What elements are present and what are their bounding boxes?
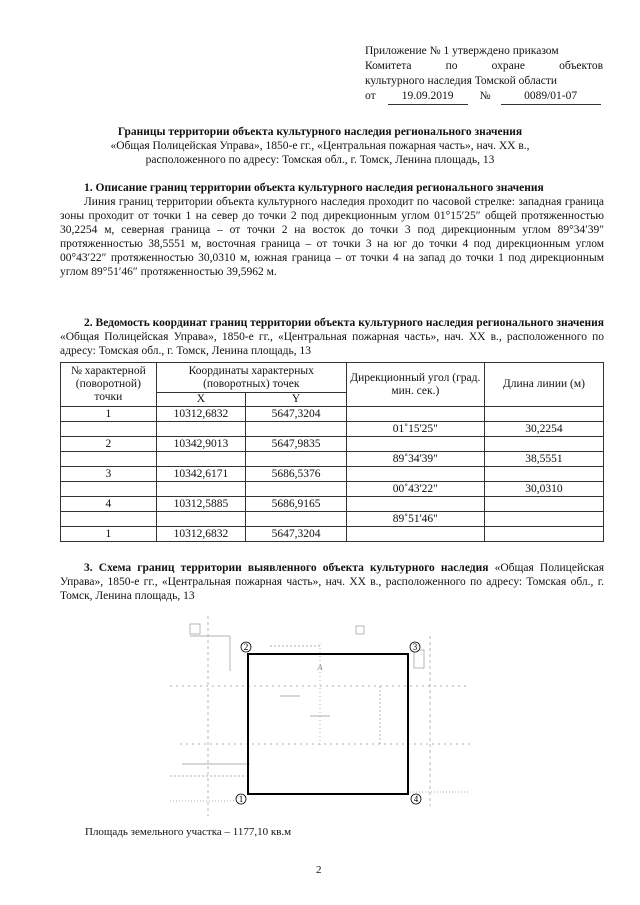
svg-text:1: 1	[238, 794, 244, 804]
cell-empty	[484, 497, 603, 512]
area-note: Площадь земельного участка – 1177,10 кв.м	[85, 826, 292, 838]
coordinates-table	[60, 362, 604, 542]
header-coords: Координаты характерных (поворотных) точек	[156, 363, 346, 393]
title-bold: Границы территории объекта культурного наследия регионального значения	[117, 126, 523, 138]
cell-y: 5686,9165	[246, 497, 347, 512]
building-letter: А	[317, 663, 323, 672]
svg-text:2: 2	[243, 642, 249, 652]
page-number: 2	[316, 864, 322, 876]
document-title	[30, 125, 610, 167]
svg-text:3: 3	[412, 642, 418, 652]
cell-empty	[156, 452, 245, 467]
table-row	[61, 467, 604, 482]
approval-date: 19.09.2019	[388, 89, 468, 105]
approval-line-2: Комитета по охране объектов	[365, 60, 603, 72]
table-row	[61, 422, 604, 437]
cell-empty	[246, 452, 347, 467]
cell-length: 30,0310	[484, 482, 603, 497]
cell-empty	[484, 437, 603, 452]
cell-empty	[156, 482, 245, 497]
table-row	[61, 512, 604, 527]
section-2-heading: 2. Ведомость координат границ территории объекта культурного наследия регионального значения	[84, 317, 604, 329]
section-2	[60, 316, 604, 358]
cell-y: 5647,9835	[246, 437, 347, 452]
cell-point: 4	[61, 497, 157, 512]
point-3-marker	[410, 642, 420, 652]
number-label: №	[479, 90, 491, 102]
cell-empty	[61, 482, 157, 497]
cell-empty	[484, 467, 603, 482]
approval-line-1: Приложение № 1 утверждено приказом	[365, 45, 559, 57]
approval-date-row	[365, 89, 603, 105]
point-1-marker	[236, 794, 246, 804]
point-2-marker	[241, 642, 251, 652]
cell-length: 30,2254	[484, 422, 603, 437]
section-1-heading: 1. Описание границ территории объекта культурного наследия регионального значения	[84, 182, 544, 194]
order-number: 0089/01-07	[501, 89, 601, 105]
table-row	[61, 482, 604, 497]
cell-x: 10312,5885	[156, 497, 245, 512]
cell-empty	[346, 497, 484, 512]
table-row	[61, 452, 604, 467]
cell-point: 1	[61, 407, 157, 422]
cell-angle: 00˚43'22"	[346, 482, 484, 497]
table-row	[61, 497, 604, 512]
cell-empty	[346, 467, 484, 482]
background-survey-lines	[170, 616, 470, 816]
cell-empty	[346, 527, 484, 542]
table-row	[61, 527, 604, 542]
cell-angle: 01˚15'25"	[346, 422, 484, 437]
cell-empty	[156, 512, 245, 527]
cell-point: 2	[61, 437, 157, 452]
section-1-text: Линия границ территории объекта культурного наследия проходит по часовой стрелке: западная граница зоны проходит от точки 1 на север до точки 2 под дирекционным углом 01°15′25″ общей протяженностью 30,2254 м, северная граница – от точки 2 на восток до точки 3 под дирекционным углом 89°34′39″ протяженностью 38,5551 м, восточная граница – от точки 3 на юг до точки 4 под дирекционным углом 00°43′22″ протяженностью 30,0310 м, южная граница – от точки 4 на запад до точки 1 под дирекционным углом 89°51′46″ протяженностью 39,5962 м.	[60, 196, 604, 278]
cell-x: 10312,6832	[156, 527, 245, 542]
cell-empty	[346, 437, 484, 452]
cell-empty	[61, 422, 157, 437]
section-3-text: «Общая Полицейская Управа», 1850-е гг., «Центральная пожарная часть», нач. XX в., расположенного по адресу: Томская обл., г. Томск, Ленина площадь, 13	[60, 562, 605, 602]
section-3-heading: 3. Схема границ территории выявленного объекта культурного наследия	[84, 562, 489, 574]
cell-y: 5647,3204	[246, 407, 347, 422]
cell-empty	[346, 407, 484, 422]
approval-block	[365, 44, 603, 105]
cell-empty	[246, 422, 347, 437]
cell-empty	[484, 407, 603, 422]
from-label: от	[365, 90, 376, 102]
cell-angle: 89˚51'46"	[346, 512, 484, 527]
cell-x: 10312,6832	[156, 407, 245, 422]
approval-line-3: культурного наследия Томской области	[365, 75, 558, 87]
section-1	[60, 181, 604, 279]
cell-x: 10342,6171	[156, 467, 245, 482]
cell-empty	[61, 452, 157, 467]
cell-empty	[246, 512, 347, 527]
header-angle: Дирекционный угол (град. мин. сек.)	[346, 363, 484, 407]
cell-angle: 89˚34'39"	[346, 452, 484, 467]
cell-y: 5647,3204	[246, 527, 347, 542]
header-y: Y	[246, 393, 347, 407]
title-line-3: расположенного по адресу: Томская обл., г. Томск, Ленина площадь, 13	[145, 154, 495, 166]
cell-empty	[246, 482, 347, 497]
title-line-2: «Общая Полицейская Управа», 1850-е гг., «Центральная пожарная часть», нач. XX в.,	[110, 140, 530, 152]
cell-empty	[61, 512, 157, 527]
section-3	[60, 561, 604, 603]
cell-point: 1	[61, 527, 157, 542]
table-row	[61, 437, 604, 452]
cell-length: 38,5551	[484, 452, 603, 467]
boundary-polygon	[248, 654, 408, 794]
svg-text:4: 4	[413, 794, 419, 804]
cell-point: 3	[61, 467, 157, 482]
table-row	[61, 407, 604, 422]
section-2-text: «Общая Полицейская Управа», 1850-е гг., «Центральная пожарная часть», нач. XX в., расположенного по адресу: Томская обл., г. Томск, Ленина площадь, 13	[60, 331, 604, 357]
point-4-marker	[411, 794, 421, 804]
header-point: № характерной (поворотной) точки	[61, 363, 157, 407]
cell-empty	[156, 422, 245, 437]
cell-y: 5686,5376	[246, 467, 347, 482]
boundary-scheme	[170, 616, 470, 820]
header-x: X	[156, 393, 245, 407]
cell-length	[484, 512, 603, 527]
cell-empty	[484, 527, 603, 542]
cell-x: 10342,9013	[156, 437, 245, 452]
header-length: Длина линии (м)	[484, 363, 603, 407]
